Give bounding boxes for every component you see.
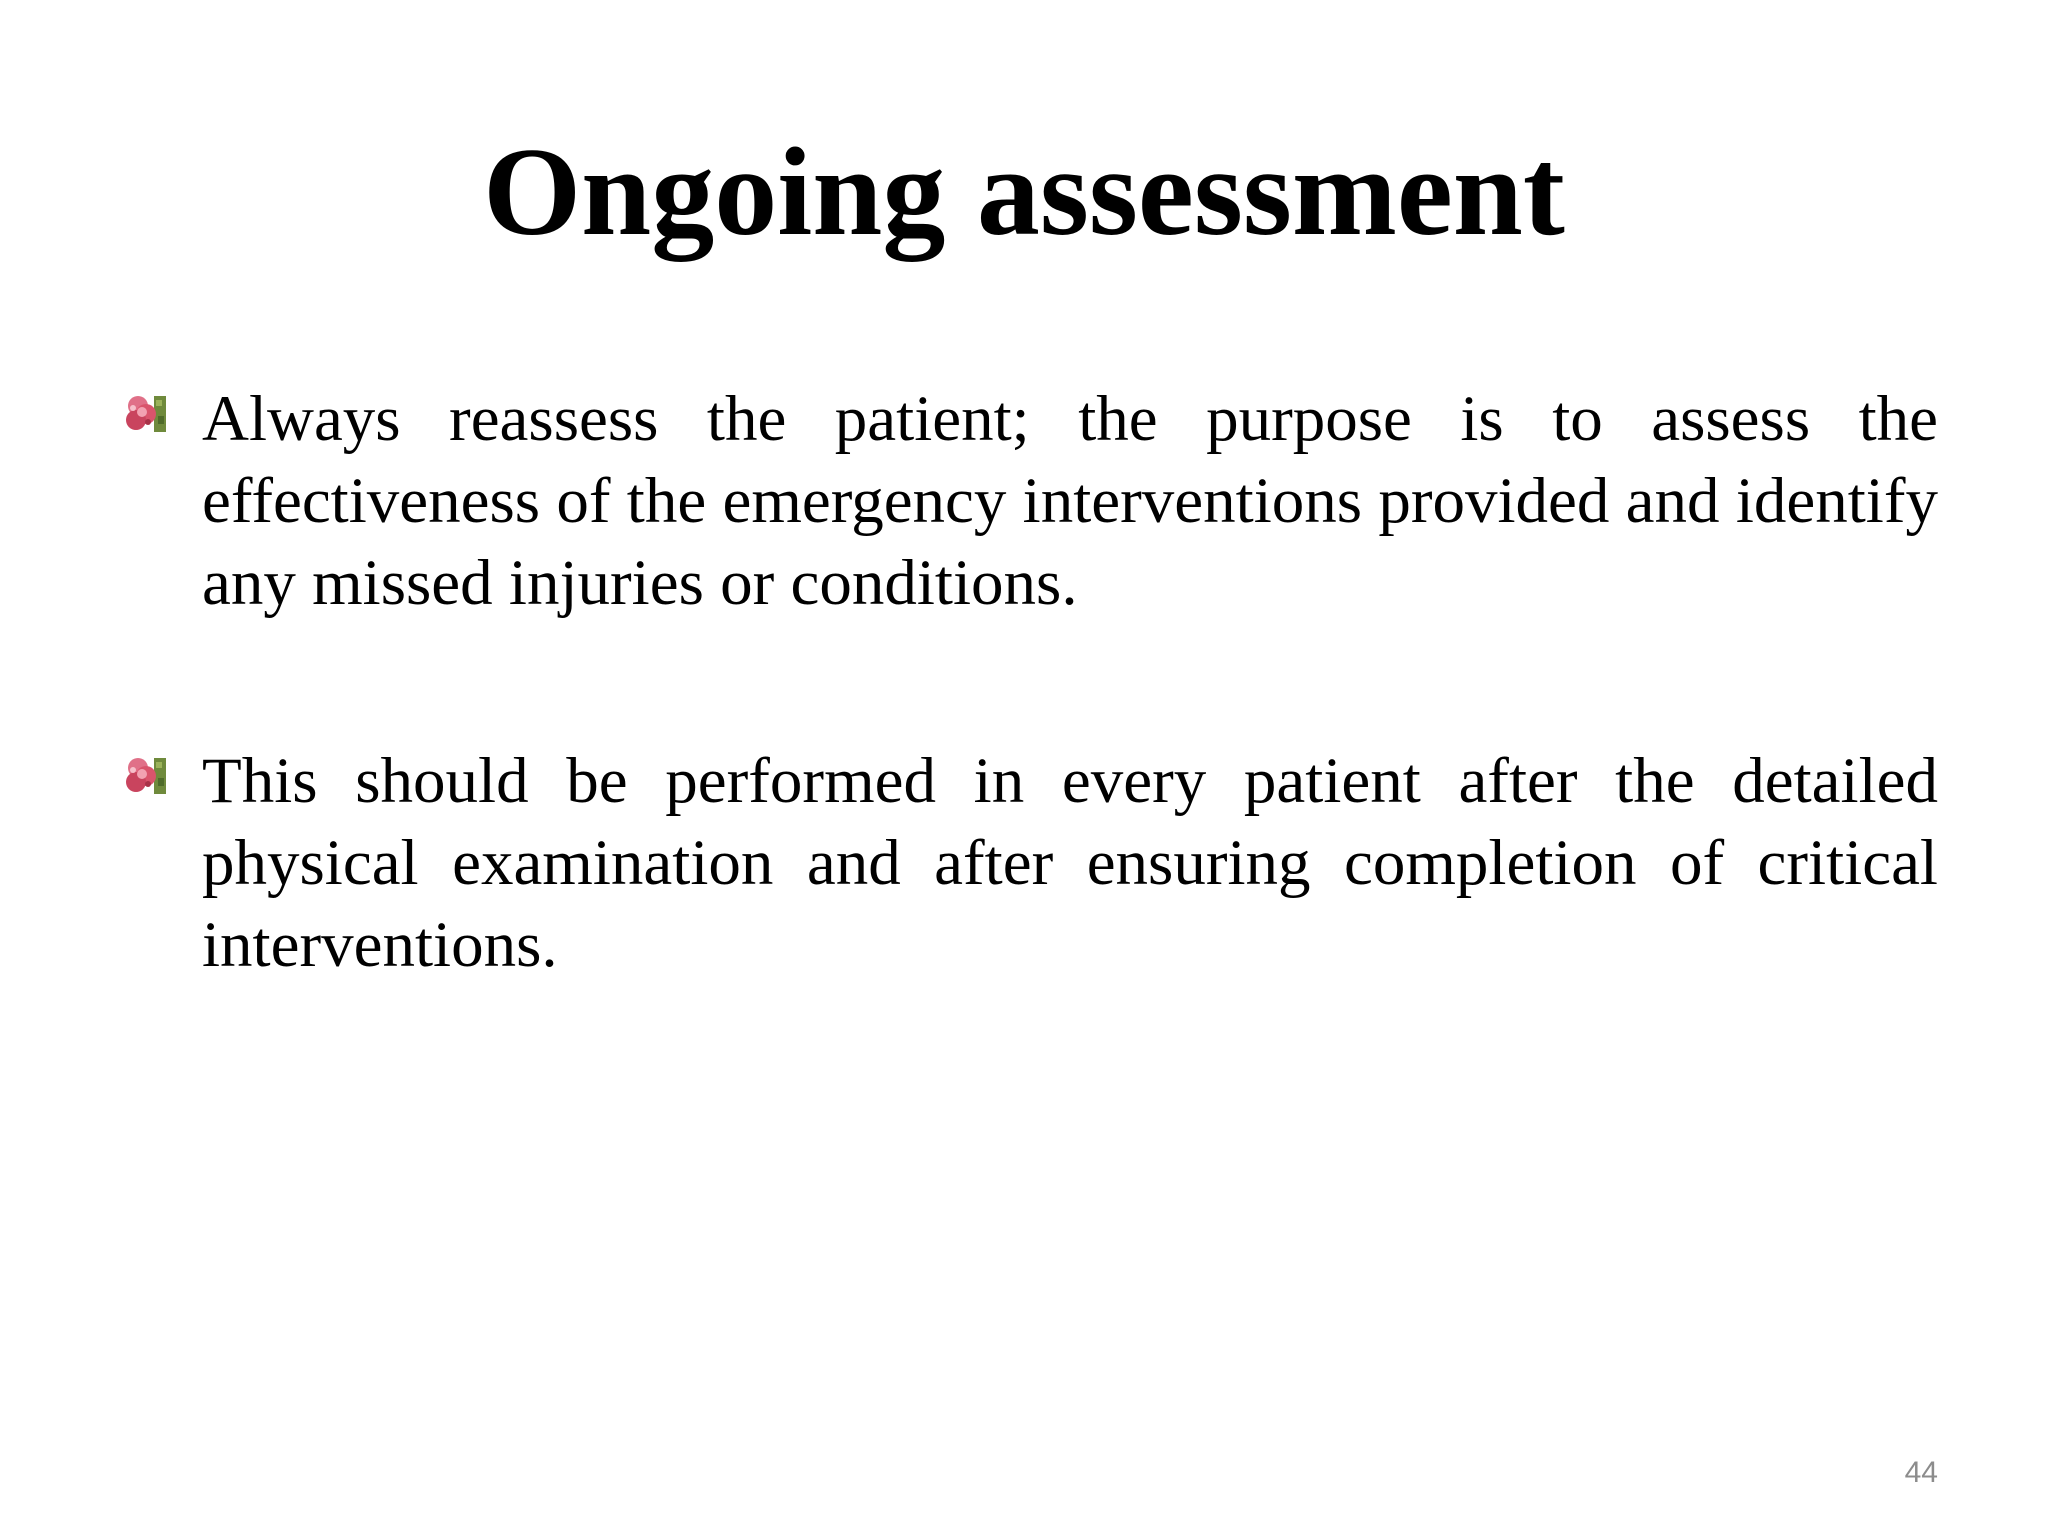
bullet-text: Always reassess the patient; the purpose is to assess the effectiveness of the emergency interventions provided and identify any missed injuries or conditions. (202, 383, 1938, 619)
slide-page-number: 44 (1904, 1456, 1938, 1489)
slide-title: Ongoing assessment (483, 123, 1565, 262)
bullet-text: This should be performed in every patient after the detailed physical examination and after ensuring completion of critical interventions. (202, 745, 1938, 981)
flower-bullet-icon (124, 394, 168, 434)
flower-bullet-icon (124, 756, 168, 796)
